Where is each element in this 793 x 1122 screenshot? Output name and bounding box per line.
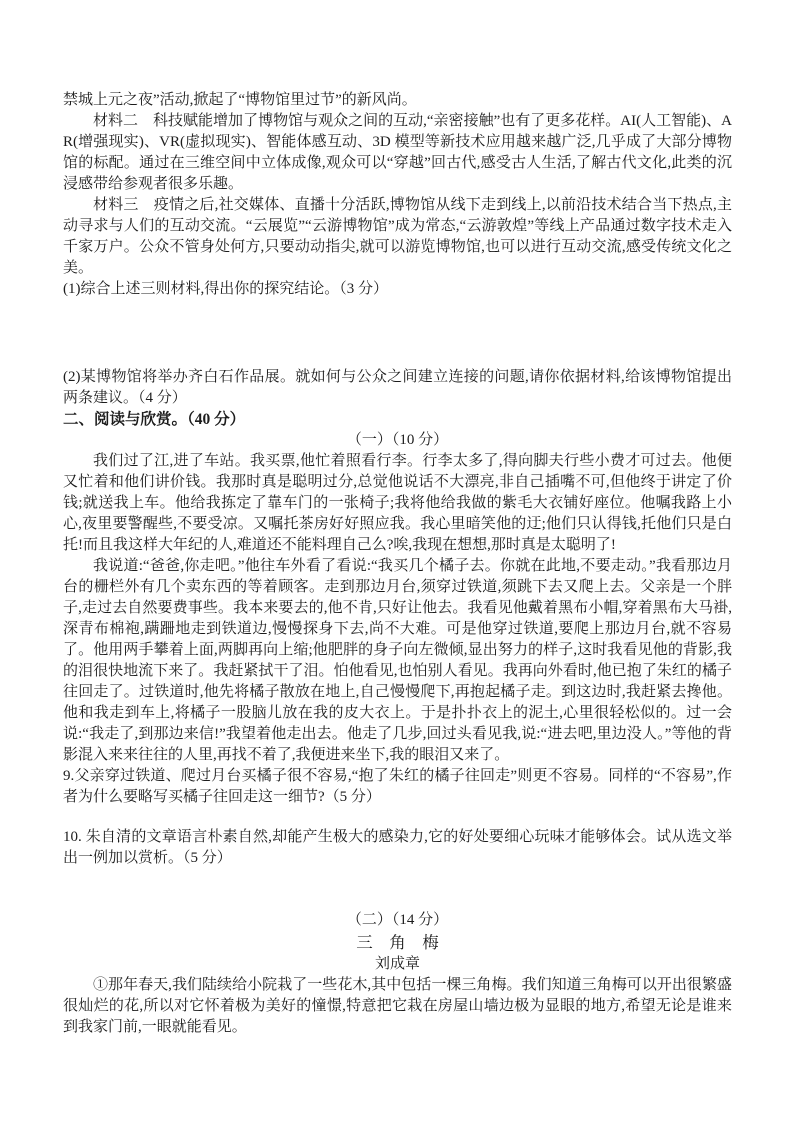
answer-space-question-10 — [63, 869, 732, 910]
material-2-paragraph: 材料二 科技赋能增加了博物馆与观众之间的互动,“亲密接触”也有了更多花样。AI(人工智能)、AR(增强现实)、VR(虚拟现实)、智能体感互动、3D 模型等新技术应用越来越广泛,几乎成了大部分博物馆的标配。通过在三维空间中立体成像,观众可以“穿越”回古代,感受古人生活,了解古代文化,此类的沉浸感带给参观者很多乐趣。 — [63, 113, 732, 192]
reading-2-heading: （二）（14 分） — [346, 912, 449, 928]
material-3-paragraph: 材料三 疫情之后,社交媒体、直播十分活跃,博物馆从线下走到线上,以前沿技术结合当下热点,主动寻求与人们的互动交流。“云展览”“云游博物馆”成为常态,“云游敦煌”等线上产品通过数字技术走入千家万户。公众不管身处何方,只要动动指尖,就可以游览博物馆,也可以进行互动交流,感受传统文化之美。 — [63, 197, 732, 276]
essay-title: 三 角 梅 — [356, 933, 439, 952]
intro-continuation-line: 禁城上元之夜”活动,掀起了“博物馆里过节”的新风尚。 — [63, 92, 417, 108]
reading-2-paragraph-1: ①那年春天,我们陆续给小院栽了一些花木,其中包括一棵三角梅。我们知道三角梅可以开出很繁盛很灿烂的花,所以对它怀着极为美好的憧憬,特意把它栽在房屋山墙边极为显眼的地方,希望无论是谁来到我家门前,一眼就能看见。 — [63, 977, 732, 1035]
question-2: (2)某博物馆将举办齐白石作品展。就如何与公众之间建立连接的问题,请你依据材料,给该博物馆提出两条建议。（4 分） — [63, 369, 732, 406]
question-9: 9.父亲穿过铁道、爬过月台买橘子很不容易,“抱了朱红的橘子往回走”则更不容易。同样的“不容易”,作者为什么要略写买橘子往回走这一细节?（5 分） — [63, 768, 732, 805]
reading-1-heading: （一）（10 分） — [346, 432, 449, 448]
reading-1-paragraph-2: 我说道:“爸爸,你走吧。”他往车外看了看说:“我买几个橘子去。你就在此地,不要走动。”我看那边月台的栅栏外有几个卖东西的等着顾客。走到那边月台,须穿过铁道,须跳下去又爬上去。父亲是一个胖子,走过去自然要费事些。我本来要去的,他不肯,只好让他去。我看见他戴着黑布小帽,穿着黑布大马褂,深青布棉袍,蹒跚地走到铁道边,慢慢探身下去,尚不大难。可是他穿过铁道,要爬上那边月台,就不容易了。他用两手攀着上面,两脚再向上缩;他肥胖的身子向左微倾,显出努力的样子,这时我看见他的背影,我的泪很快地流下来了。我赶紧拭干了泪。怕他看见,也怕别人看见。我再向外看时,他已抱了朱红的橘子往回走了。过铁道时,他先将橘子散放在地上,自己慢慢爬下,再抱起橘子走。到这边时,我赶紧去搀他。他和我走到车上,将橘子一股脑儿放在我的皮大衣上。于是扑扑衣上的泥土,心里很轻松似的。过一会说:“我走了,到那边来信!”我望着他走出去。他走了几步,回过头看见我,说:“进去吧,里边没人。”等他的背影混入来来往往的人里,再找不着了,我便进来坐下,我的眼泪又来了。 — [63, 558, 732, 763]
question-1: (1)综合上述三则材料,得出你的探究结论。（3 分） — [63, 281, 388, 297]
section-2-heading: 二、阅读与欣赏。（40 分） — [63, 411, 246, 428]
answer-space-question-9 — [63, 808, 732, 827]
answer-space-question-1 — [63, 300, 732, 367]
essay-author: 刘成章 — [374, 956, 420, 972]
reading-1-paragraph-1: 我们过了江,进了车站。我买票,他忙着照看行李。行李太多了,得向脚夫行些小费才可过去。他便又忙着和他们讲价钱。我那时真是聪明过分,总觉他说话不大漂亮,非自己插嘴不可,但他终于讲定了价钱;就送我上车。他给我拣定了靠车门的一张椅子;我将他给我做的紫毛大衣铺好座位。他嘱我路上小心,夜里要警醒些,不要受凉。又嘱托茶房好好照应我。我心里暗笑他的迂;他们只认得钱,托他们只是白托!而且我这样大年纪的人,难道还不能料理自己么?唉,我现在想想,那时真是太聪明了! — [63, 453, 732, 553]
question-10: 10. 朱自清的文章语言朴素自然,却能产生极大的感染力,它的好处要细心玩味才能够体会。试从选文举出一例加以赏析。（5 分） — [63, 829, 732, 866]
